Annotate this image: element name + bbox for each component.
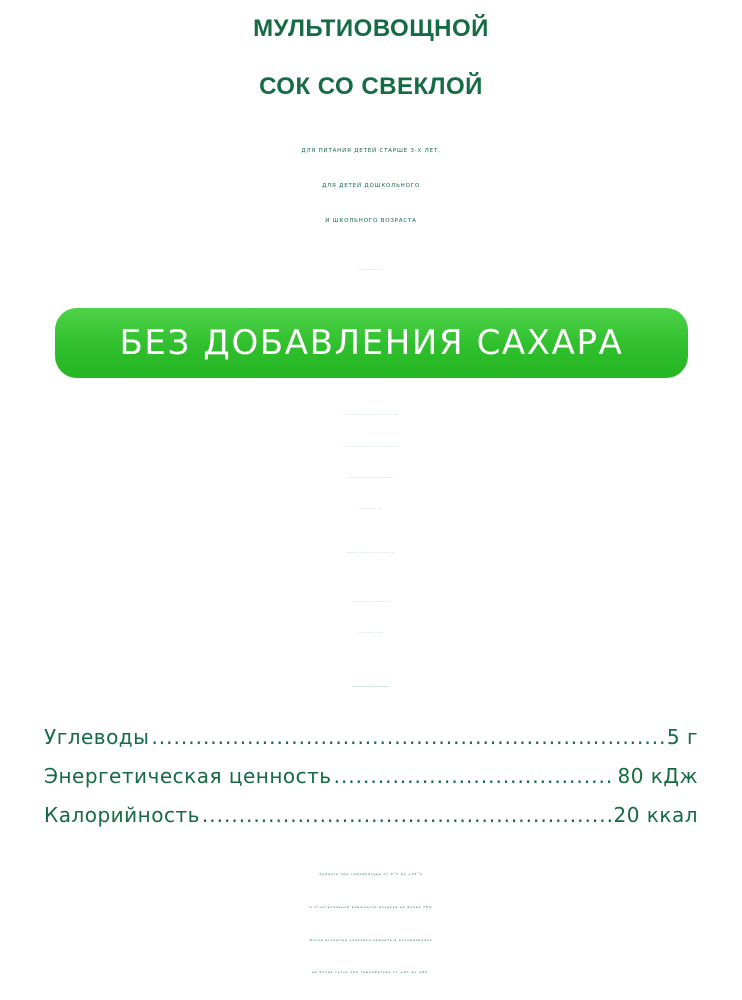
product-title-line-1: МУЛЬТИОВОЩНОЙ [253,15,489,42]
dot-leader [334,761,616,791]
made-from-line-2: овощных пюре и соков. [358,633,384,634]
nutrition-row-name: Калорийность [44,803,200,827]
age-subtitle-line-3: И ШКОЛЬНОГО ВОЗРАСТА [325,218,417,224]
no-sugar-banner-text: БЕЗ ДОБАВЛЕНИЯ САХАРА [119,323,624,363]
salt-content-note: Содержание поваренной соли не более 0,6%. [346,553,396,554]
nutrition-row [44,800,698,830]
composition-line-2: и соков (томатное пюре,пюре перца,морковный сок, [342,447,400,448]
nutrition-row-name: Углеводы [44,725,150,749]
storage-line-2: и относительной влажности воздуха не более 75% [309,905,433,909]
storage-line-4: не более суток при температуре от +2С до +6С. [311,970,431,974]
age-subtitle-line-1: ДЛЯ ПИТАНИЯ ДЕТЕЙ СТАРШЕ 3-Х ЛЕТ, [301,148,441,154]
composition-line-3: огуречный сок,сок салата,сок петрушки), [348,478,394,479]
composition-line-4: свекольное пюре,соль. [358,509,384,510]
dot-leader [202,800,612,830]
nutrition-row-name: Энергетическая ценность [44,764,332,788]
nutrition-row-value: 20 ккал [613,803,698,827]
dot-leader [151,722,664,752]
no-sugar-banner [55,308,688,378]
nutrition-row [44,761,698,791]
nutrition-row-value: 80 кДж [617,764,698,788]
nutrition-row [44,722,698,752]
storage-line-3: После вскрытия упаковки хранить в холодильнике [309,938,433,942]
made-from-line-1: Изготовлен из концентрированных [352,602,390,603]
storage-line-1: Хранить при температуре от 0˚С до +25˚С [319,872,423,876]
product-title-line-2: СОК СО СВЕКЛОЙ [259,73,483,100]
nutrition-row-value: 5 г [666,725,698,749]
nutrition-heading: ПИЩЕВАЯ ЦЕННОСТЬ НА 100 Г (СРЕДНИЕ ЗНАЧЕНИЯ): [352,687,390,688]
age-subtitle-line-2: ДЛЯ ДЕТЕЙ ДОШКОЛЬНОГО [321,183,421,189]
composition-line-1: Состав: Томатное пюре,сок из смеси овощных пюре [343,415,399,416]
pasteurized-note [0,255,742,285]
